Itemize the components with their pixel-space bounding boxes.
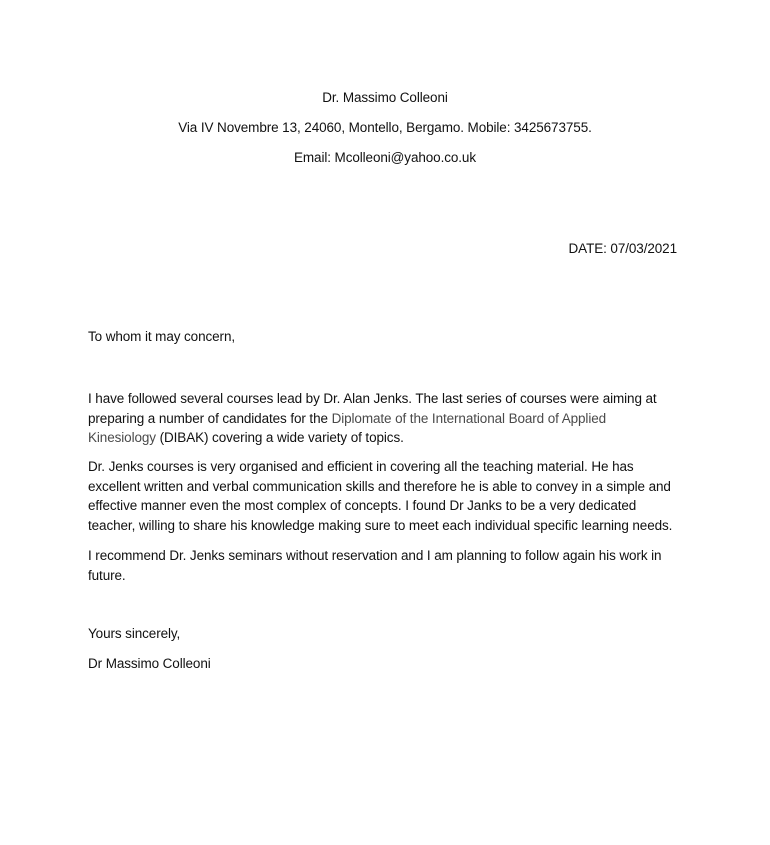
salutation: To whom it may concern, [88, 329, 236, 344]
diploma-title: Diplomate of the International Board of Applied [331, 410, 607, 426]
paragraph-2-line-1: Dr. Jenks courses is very organised and efficient in covering all the teaching material. He has [88, 459, 634, 474]
diploma-title-cont: Kinesiology [88, 430, 156, 446]
paragraph-3 [88, 546, 688, 585]
sender-address: Via IV Novembre 13, 24060, Montello, Bergamo. Mobile: 3425673755. [178, 120, 592, 135]
paragraph-1-line-1: I have followed several courses lead by Dr. Alan Jenks. The last series of courses were aiming at [88, 391, 657, 406]
paragraph-1-line-2-text: preparing a number of candidates for the [88, 410, 332, 426]
paragraph-2-line-4: teacher, willing to share his knowledge making sure to meet each individual specific learning needs. [88, 518, 673, 534]
signature: Dr Massimo Colleoni [88, 656, 211, 671]
letter-date: DATE: 07/03/2021 [568, 241, 677, 256]
paragraph-1-line-3 [88, 428, 688, 448]
paragraph-2-line-3: effective manner even the most complex of concepts. I found Dr Janks to be a very dedicated [88, 498, 637, 514]
paragraph-2-line-2: excellent written and verbal communication skills and therefore he is able to convey in a simple and [88, 478, 671, 494]
paragraph-3-line-2: future. [88, 567, 126, 583]
sender-name: Dr. Massimo Colleoni [322, 90, 448, 105]
paragraph-2 [88, 457, 688, 536]
paragraph-3-line-1: I recommend Dr. Jenks seminars without reservation and I am planning to follow again his work in [88, 548, 662, 563]
paragraph-1-line-3-text: (DIBAK) covering a wide variety of topics. [155, 430, 404, 446]
sender-email: Email: Mcolleoni@yahoo.co.uk [294, 150, 476, 165]
closing: Yours sincerely, [88, 626, 181, 641]
paragraph-1-line-2 [88, 409, 688, 429]
paragraph-1 [88, 389, 688, 448]
